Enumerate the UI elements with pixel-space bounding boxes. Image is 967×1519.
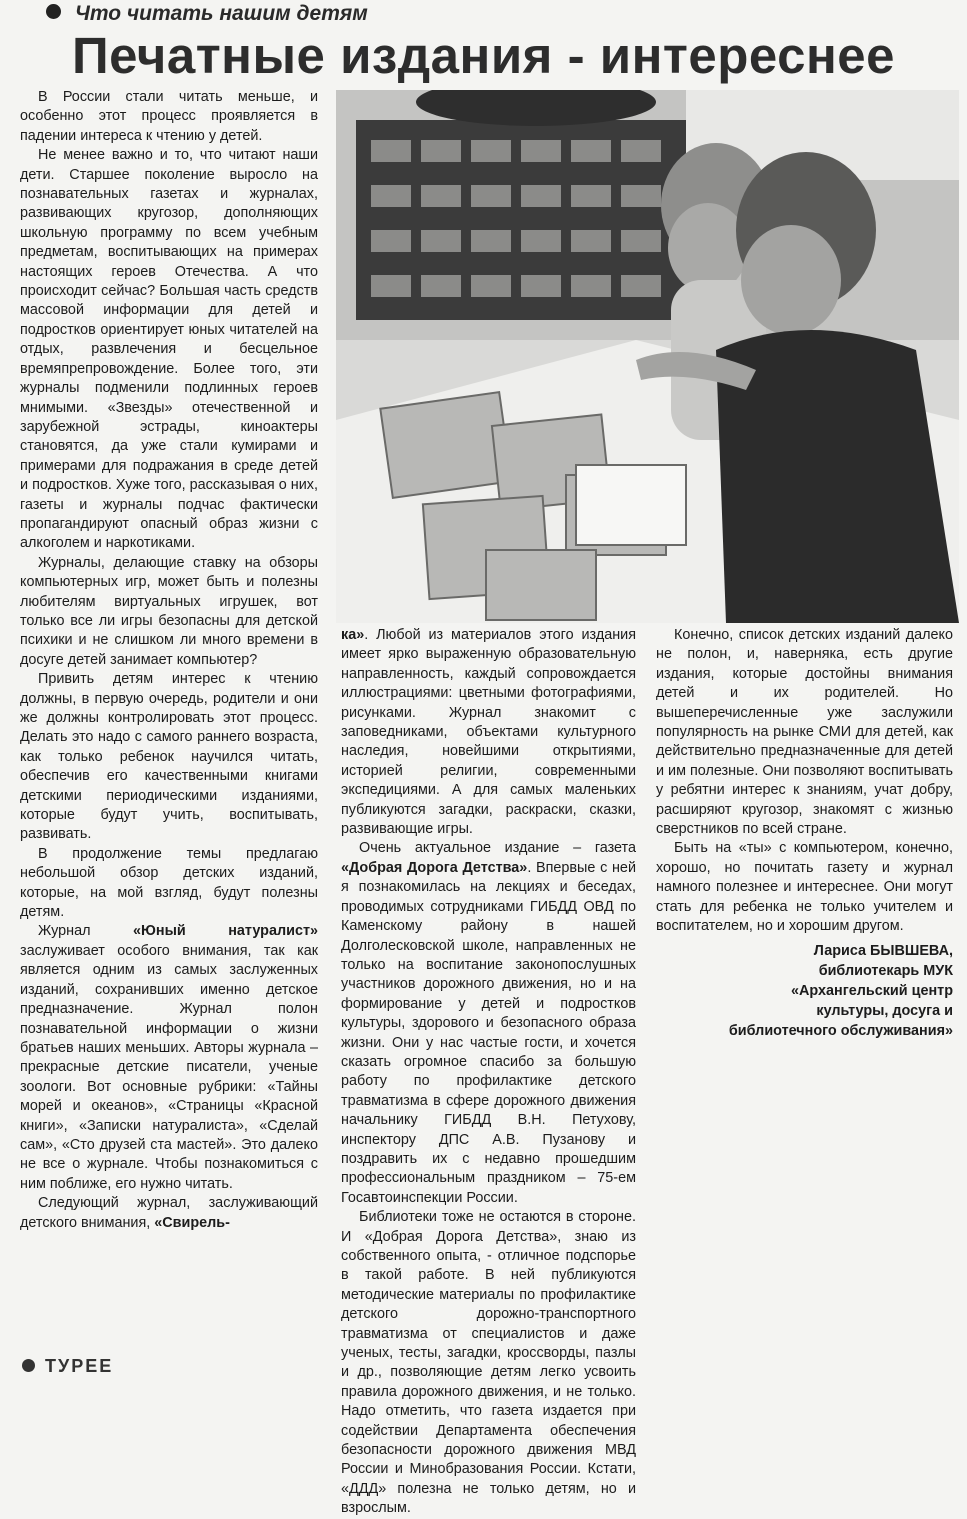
paragraph: Быть на «ты» с компьютером, конечно, хорошо, но почитать газету и журнал намного полезнее и интереснее. Они могут стать для ребенка не только учителем и воспитателем, но и хорошим другом. — [656, 840, 953, 935]
newspaper-title-ddd: «Добрая Дорога Детства» — [341, 859, 528, 876]
paragraph-naturalist: Журнал «Юный натуралист» заслуживает особого внимания, так как является одним из самых заслуженных изданий, сохранивших именно детское предназначение. Журнал полон познавательной информации о жизни братьев наших меньших. Авторы журнала – прекрасные детские писатели, ученые зоологи. Вот основные рубрики: «Тайны морей и океанов», «Страницы «Красной книги», «Записки натуралиста», «Сделай сам», «Сто друзей ста мастей». Это далеко не все о журнале. Чтобы познакомиться с ним поближе, его нужно читать. — [20, 923, 318, 1192]
bullet-icon — [46, 4, 61, 19]
paragraph: Привить детям интерес к чтению должны, в первую очередь, родители и они же должны контролировать этот процесс. Делать это надо с самого раннего возраста, как только ребенок научился читать, обеспечив его качественными книгами детскими периодическими изданиями, которые будут учить, воспитывать, развивать. — [20, 671, 318, 843]
paragraph-svirelka-start: Следующий журнал, заслуживающий детского внимания, «Свирель- — [20, 1195, 318, 1231]
column-right — [656, 626, 953, 1041]
article-photo — [336, 90, 959, 623]
author-signature: Лариса БЫВШЕВА, библиотекарь МУК «Архангельский центр культуры, досуга и библиотечного обслуживания» — [728, 942, 953, 1039]
rubric-text: Что читать нашим детям — [75, 2, 368, 25]
column-left — [20, 88, 318, 1233]
column-middle — [341, 626, 636, 1519]
paragraph-ddd: Очень актуальное издание – газета «Добрая Дорога Детства». Впервые с ней я познакомилась на лекциях и беседах, проводимых сотрудниками ГИБДД ОВД по Каменскому району в нашей Долголесковской школе, направленных не только на воспитание законопослушных участников дорожного движения, но и на формирование у детей и подростков культуры, здорового и безопасного образа жизни. Они у нас частые гости, и хочется сказать огромное спасибо за большую работу по профилактике детского травматизма в сфере дорожного движения начальнику ГИБДД В.Н. Петухову, инспектору ДПС А.В. Пузанову и поздравить их с недавно прошедшим профессиональным праздником – 75-ем Госавтоинспекции России. — [341, 840, 636, 1206]
next-article-fragment: ТУРЕЕ — [22, 1356, 113, 1377]
paragraph: В России стали читать меньше, и особенно этот процесс проявляется в падении интереса к чтению у детей. — [20, 89, 318, 144]
paragraph-svirelka-end: ка». Любой из материалов этого издания имеет ярко выраженную образовательную направленность, каждый сопровождается иллюстрациями: цветными фотографиями, рисунками. Журнал знакомит с заповедниками, объектами культурного наследия, новейшими открытиями, историей религии, современными экспедициями. А для самых маленьких публикуются загадки, раскраски, сказки, развивающие игры. — [341, 627, 636, 838]
paragraph: Журналы, делающие ставку на обзоры компьютерных игр, может быть и полезны любителям виртуальных игрушек, вот только все ли игры безопасны для детской психики и не слишком ли много времени в досуге детей занимает компьютер? — [20, 554, 318, 668]
article-headline: Печатные издания - интереснее — [71, 27, 895, 84]
paragraph: В продолжение темы предлагаю небольшой обзор детских изданий, которые, на мой взгляд, будут полезны детям. — [20, 845, 318, 921]
paragraph-libraries: Библиотеки тоже не остаются в стороне. И «Добрая Дорога Детства», знаю из собственного опыта, - отличное подспорье в такой работе. В ней публикуются методические материалы по профилактике детского дорожно-транспортного травматизма от специалистов и даже ученых, тесты, загадки, кроссворды, пазлы и др., позволяющие детям легко усвоить правила дорожного движения, и не только. Надо отметить, что газета издается при содействии Департамента обеспечения безопасности дорожного движения МВД России и Минобразования России. Кстати, «ДДД» полезна не только детям, но и взрослым. — [341, 1209, 636, 1517]
magazine-title-naturalist: «Юный натуралист» — [133, 923, 318, 940]
paragraph: Не менее важно и то, что читают наши дети. Старшее поколение выросло на познавательных газетах и журналах, развивающих кругозор, дополняющих школьную программу по всем учебным предметам, воспитывающих на примерах настоящих героев Отечества. А что происходит сейчас? Большая часть средств массовой информации для детей и подростков ориентирует юных читателей на отдых, развлечения и бесцельное времяпрепровождение. Более того, эти журналы подменили подлинных героев мнимыми. «Звезды» отечественной и зарубежной эстрады, киноактеры становятся, да уже стали кумирами и примерами для подражания в среде детей и подростков. Хуже того, рассказывая о них, газеты и журналы подчас фактически пропагандируют опасный образ жизни с алкоголем и наркотиками. — [20, 147, 318, 552]
rubric-label — [46, 2, 368, 26]
magazine-title-svirelka: «Свирель- — [154, 1214, 230, 1231]
paragraph: Конечно, список детских изданий далеко не полон, и, наверняка, есть другие издания, которые достойны внимания детей и их родителей. Но вышеперечисленные уже заслужили популярность на рынке СМИ для детей, как действительно предназначенные для детей и им полезные. Они позволяют воспитывать у ребятни интерес к знаниям, учат добру, расширяют кругозор, знакомят с жизнью сверстников по всей стране. — [656, 627, 953, 838]
bullet-icon — [22, 1359, 35, 1372]
children-reading-photo-icon — [336, 90, 959, 623]
